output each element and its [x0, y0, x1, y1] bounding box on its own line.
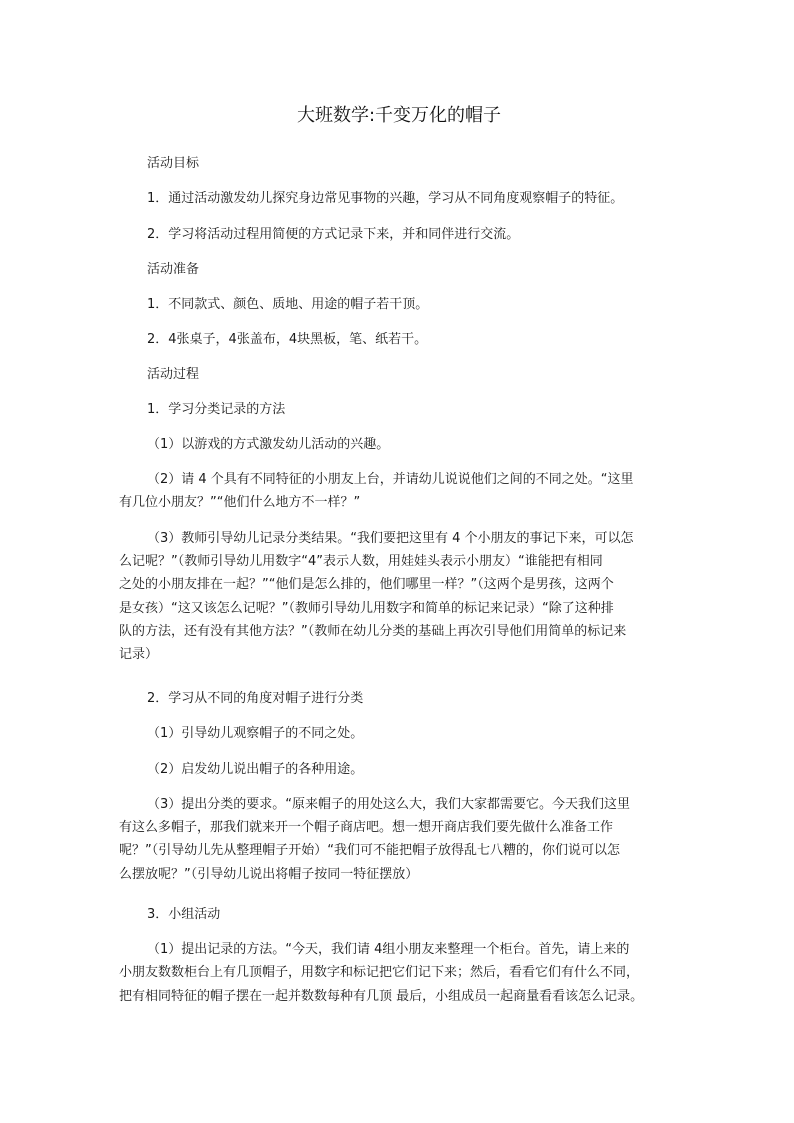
step1-item-c-line: 之处的小朋友排在一起？”“他们是怎么排的，他们哪里一样？”（这两个是男孩，这两个: [119, 577, 614, 592]
step3-item-a-line: 小朋友数数柜台上有几顶帽子，用数字和标记把它们记下来；然后，看看它们有什么不同，: [119, 965, 640, 980]
step1-item-c-line: 记录）: [119, 647, 159, 662]
document-title: 大班数学:千变万化的帽子: [296, 105, 502, 126]
step2-item-c-line: 呢？”（引导幼儿先从整理帽子开始）“我们可不能把帽子放得乱七八糟的，你们说可以怎: [119, 843, 620, 858]
step2-item-b: （2）启发幼儿说出帽子的各种用途。: [147, 762, 364, 777]
prep-item-2: 2．4张桌子，4张盖布，4块黑板，笔、纸若干。: [147, 332, 428, 347]
step1-item-c-line: 队的方法，还有没有其他方法？”（教师在幼儿分类的基础上再次引导他们用简单的标记来: [119, 624, 627, 639]
process-heading: 活动过程: [147, 367, 200, 382]
step1-item-a: （1）以游戏的方式激发幼儿活动的兴趣。: [147, 437, 390, 452]
step2-item-a: （1）引导幼儿观察帽子的不同之处。: [147, 726, 364, 741]
goals-heading: 活动目标: [147, 156, 200, 171]
step1-item-c-line: 么记呢？”（教师引导幼儿用数字“4”表示人数，用娃娃头表示小朋友）“谁能把有相同: [119, 554, 603, 569]
step2-item-c-line: （3）提出分类的要求。“原来帽子的用处这么大，我们大家都需要它。今天我们这里: [147, 797, 631, 812]
step2-item-c-line: 有这么多帽子，那我们就来开一个帽子商店吧。想一想开商店我们要先做什么准备工作: [119, 820, 614, 835]
step1-heading: 1．学习分类记录的方法: [147, 402, 286, 417]
step1-item-c-line: （3）教师引导幼儿记录分类结果。“我们要把这里有 4 个小朋友的事记下来，可以怎: [147, 531, 634, 546]
step3-item-a-line: （1）提出记录的方法。“今天，我们请 4组小朋友来整理一个柜台。首先，请上来的: [147, 942, 630, 957]
step1-item-c-line: 是女孩）“这又该怎么记呢？”（教师引导幼儿用数字和简单的标记来记录）“除了这种排: [119, 601, 614, 616]
step3-item-a-line: 把有相同特征的帽子摆在一起并数数每种有几顶 最后，小组成员一起商量看看该怎么记录。: [119, 989, 644, 1004]
goal-item-1: 1．通过活动激发幼儿探究身边常见事物的兴趣，学习从不同角度观察帽子的特征。: [147, 191, 624, 206]
step1-item-b-line: （2）请 4 个具有不同特征的小朋友上台，并请幼儿说说他们之间的不同之处。“这里: [147, 472, 634, 487]
prep-item-1: 1．不同款式、颜色、质地、用途的帽子若干顶。: [147, 297, 429, 312]
step2-item-c-line: 么摆放呢？”（引导幼儿说出将帽子按同一特征摆放）: [119, 867, 419, 882]
prep-heading: 活动准备: [147, 262, 200, 277]
step1-item-b-line: 有几位小朋友？”“他们什么地方不一样？”: [119, 495, 361, 510]
goal-item-2: 2．学习将活动过程用简便的方式记录下来，并和同伴进行交流。: [147, 227, 520, 242]
step3-heading: 3．小组活动: [147, 907, 221, 922]
step2-heading: 2．学习从不同的角度对帽子进行分类: [147, 691, 364, 706]
